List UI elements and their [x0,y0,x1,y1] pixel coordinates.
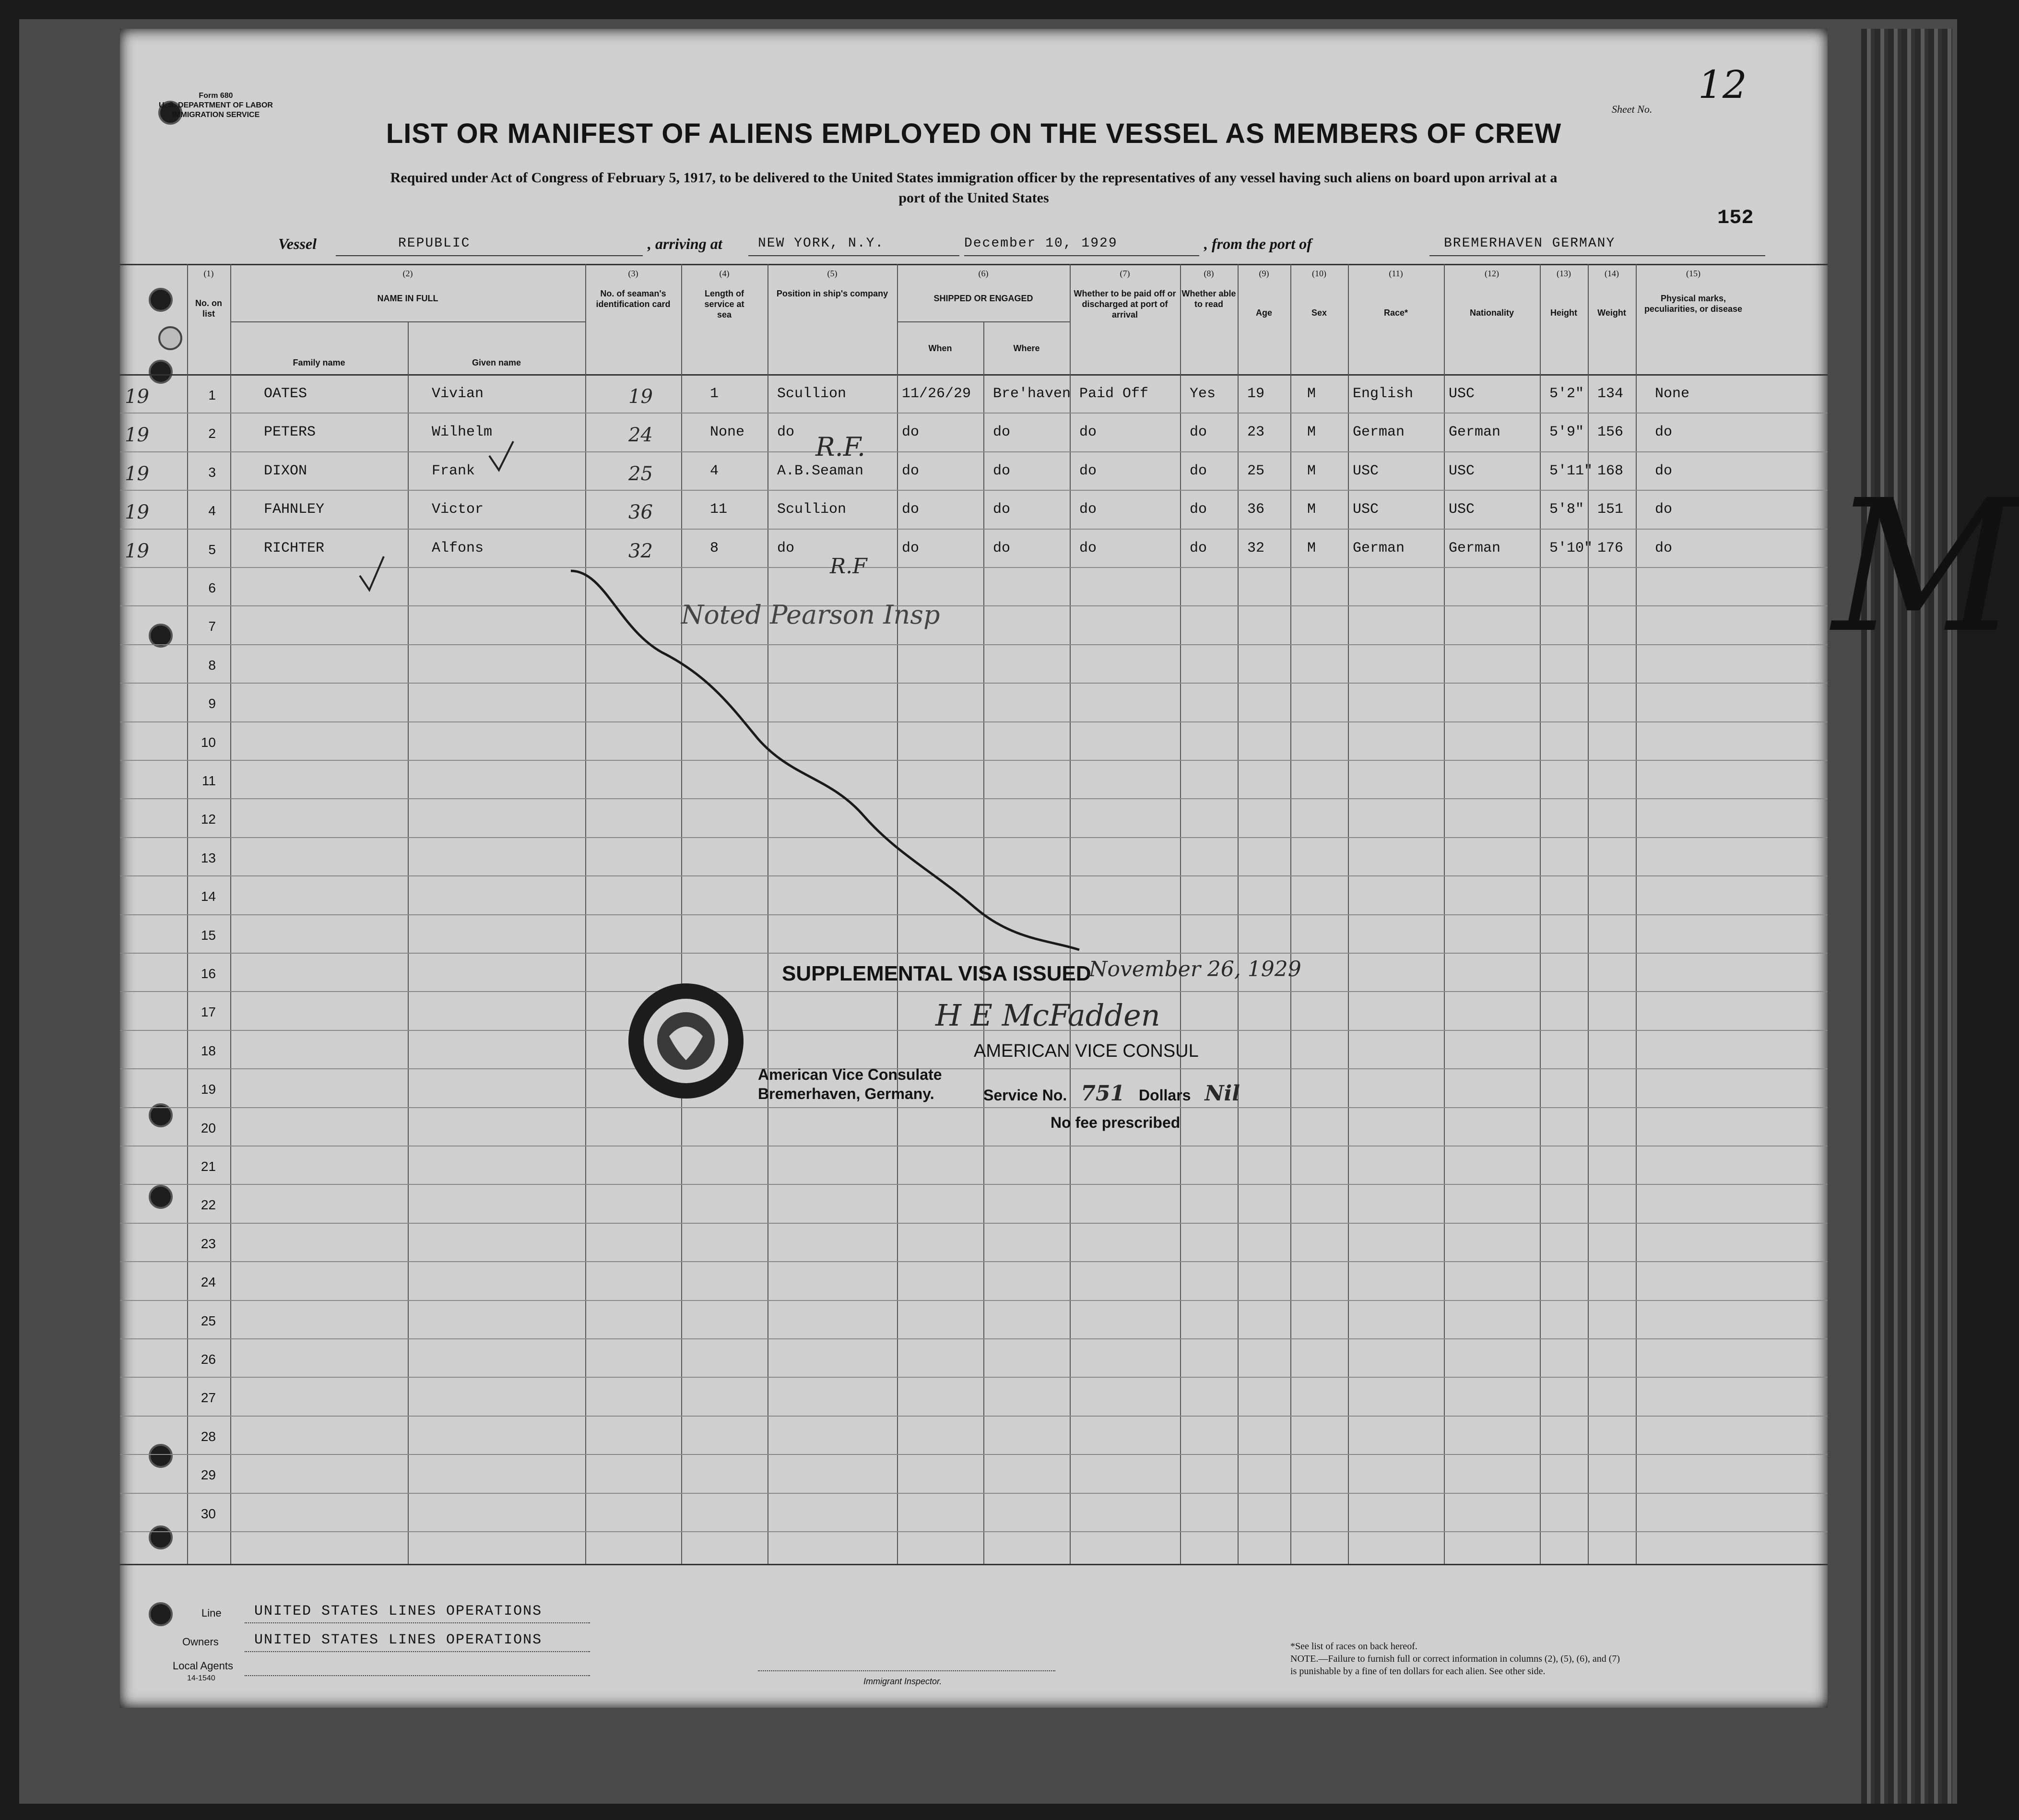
paid-off: do [1079,540,1097,556]
race: German [1353,424,1405,440]
weight: 168 [1597,463,1624,479]
service-label: Service No. [983,1087,1067,1104]
id-card-number: 19 [628,386,653,408]
family-name-header: Family name [293,358,345,367]
dollars-value: Nil [1204,1081,1240,1106]
height: 5'8" [1549,501,1584,518]
inspector-label: Immigrant Inspector. [863,1677,942,1686]
rf-annotation: R.F. [815,432,866,462]
penalty-note-line1: NOTE.—Failure to furnish full or correct information in columns (2), (5), (6), and (7) [1290,1654,1620,1664]
paid-off: do [1079,424,1097,440]
row-number: 16 [201,966,216,981]
row-number: 15 [201,928,216,943]
row-number: 19 [201,1082,216,1097]
given-name: Victor [432,501,484,518]
height: 5'2" [1549,386,1584,402]
page-title: LIST OR MANIFEST OF ALIENS EMPLOYED ON THE VESSEL AS MEMBERS OF CREW [386,118,1562,149]
race: USC [1353,501,1379,518]
where-header: Where [1013,343,1040,353]
column-number: (7) [1120,269,1130,278]
row-number: 23 [201,1236,216,1251]
service-length: 8 [710,540,719,556]
id-card-number: 24 [628,424,653,446]
nationality: USC [1449,501,1475,518]
paid-off: do [1079,463,1097,479]
physical-marks: do [1655,540,1673,556]
column-label: Weight [1597,308,1626,318]
row-number: 1 [208,388,216,402]
column-label: Physical marks, peculiarities, or disease [1644,294,1743,314]
margin-tally: 19 [125,540,149,562]
checkmark [360,556,384,590]
owners-underline [245,1650,590,1652]
vessel-name: REPUBLIC [398,236,471,251]
column-label: Length of service at sea [704,289,744,319]
column-number: (9) [1259,269,1269,278]
able-to-read: do [1190,463,1207,479]
shipped-when: do [902,540,920,556]
from-port-label: , from the port of [1204,235,1312,252]
sheet-number: 12 [1698,62,1747,107]
consulate-seal [624,979,748,1103]
margin-tally: 19 [125,424,149,446]
column-number: (1) [203,269,214,278]
shipped-where: do [993,463,1011,479]
position: do [777,424,795,440]
family-name: PETERS [264,424,316,440]
paid-off: do [1079,501,1097,518]
shipped-where: Bre'haven [993,386,1071,402]
shipped-when: do [902,501,920,518]
row-number: 10 [201,735,216,750]
column-label: Age [1255,308,1272,318]
consul-signature: H E McFadden [935,998,1160,1033]
service-stamp [983,1081,1240,1106]
row-number: 8 [208,658,216,673]
manifest-page [120,29,1828,1708]
position: Scullion [777,386,847,402]
fee-note: No fee prescribed [1051,1114,1181,1131]
column-label: SHIPPED OR ENGAGED [933,294,1033,303]
column-label: Whether able to read [1181,289,1236,309]
sex: M [1307,386,1316,402]
visa-stamp [782,962,1091,986]
column-label: Sex [1311,308,1327,318]
arriving-at: NEW YORK, N.Y. [758,236,885,251]
row-number: 6 [208,580,216,595]
age: 23 [1247,424,1265,440]
penalty-note-line2: is punishable by a fine of ten dollars for each alien. See other side. [1290,1666,1546,1677]
race: USC [1353,463,1379,479]
weight: 156 [1597,424,1624,440]
sex: M [1307,501,1316,518]
subtitle-line2: port of the United States [898,190,1049,206]
row-number: 24 [201,1275,216,1289]
id-card-number: 32 [628,540,653,562]
arriving-label: , arriving at [648,235,722,252]
service-length: 4 [710,463,719,479]
column-number: (12) [1485,269,1499,278]
column-number: (14) [1605,269,1619,278]
row-number: 14 [201,889,216,904]
checkmark [489,441,513,470]
column-number: (10) [1312,269,1326,278]
binder-spine [1861,29,1952,1804]
column-label: Nationality [1469,308,1514,318]
visa-issued-text: SUPPLEMENTAL VISA ISSUED [782,962,1091,985]
able-to-read: do [1190,501,1207,518]
column-label: Height [1550,308,1577,318]
row-number: 28 [201,1429,216,1444]
row-number: 20 [201,1121,216,1135]
reference-number: 152 [1717,206,1754,229]
weight: 151 [1597,501,1624,518]
service-number: 751 [1081,1081,1125,1106]
column-label: No. on list [195,298,222,319]
inspector-note: Noted Pearson Insp [681,600,940,630]
row-number: 4 [208,503,216,518]
column-label: No. of seaman's identification card [596,289,671,309]
department-name: U. S. DEPARTMENT OF LABOR [159,101,273,109]
physical-marks: do [1655,463,1673,479]
from-port: BREMERHAVEN GERMANY [1444,236,1616,251]
column-number: (2) [402,269,413,278]
column-label: Position in ship's company [776,289,888,298]
consulate-line1: American Vice Consulate [758,1066,942,1083]
row-number: 27 [201,1390,216,1405]
row-number: 30 [201,1506,216,1521]
vessel-label: Vessel [278,235,317,252]
family-name: RICHTER [264,540,325,556]
position: do [777,540,795,556]
column-number: (13) [1557,269,1571,278]
nationality: USC [1449,463,1475,479]
subtitle-line1: Required under Act of Congress of February 5, 1917, to be delivered to the United States immigration officer by the representatives of any vessel having such aliens on board upon arrival at a [390,170,1558,186]
consul-title: AMERICAN VICE CONSUL [974,1041,1199,1061]
id-card-number: 25 [628,463,653,485]
family-name: FAHNLEY [264,501,325,518]
line-label: Line [201,1607,222,1619]
height: 5'10" [1549,540,1593,556]
row-number: 12 [201,812,216,827]
age: 36 [1247,501,1265,518]
service-length: 1 [710,386,719,402]
row-number: 17 [201,1005,216,1019]
footer [120,1597,1828,1703]
line-value: UNITED STATES LINES OPERATIONS [254,1603,543,1619]
service-length: None [710,424,745,440]
able-to-read: Yes [1190,386,1216,402]
column-label: Race* [1383,308,1408,318]
agents-label: Local Agents [173,1660,233,1672]
age: 32 [1247,540,1265,556]
row-number: 3 [208,465,216,480]
sheet-label: Sheet No. [1612,103,1653,115]
row-number: 21 [201,1159,216,1174]
visa-date: November 26, 1929 [1089,957,1301,981]
given-name: Alfons [432,540,484,556]
service-length: 11 [710,501,728,518]
paid-off: Paid Off [1079,386,1149,402]
shipped-where: do [993,540,1011,556]
owners-value: UNITED STATES LINES OPERATIONS [254,1632,543,1648]
height: 5'11" [1549,463,1593,479]
nationality: German [1449,540,1501,556]
given-name: Vivian [432,386,484,402]
race: English [1353,386,1414,402]
column-number: (15) [1686,269,1700,278]
row-number: 22 [201,1197,216,1212]
shipped-when: do [902,424,920,440]
able-to-read: do [1190,424,1207,440]
nationality: USC [1449,386,1475,402]
height: 5'9" [1549,424,1584,440]
column-number: (6) [978,269,989,278]
line-underline [245,1621,590,1623]
position: Scullion [777,501,847,518]
rf-annotation: R.F [830,554,867,579]
column-number: (3) [628,269,638,278]
physical-marks: None [1655,386,1690,402]
arrival-date: December 10, 1929 [964,236,1118,251]
sex: M [1307,424,1316,440]
race: German [1353,540,1405,556]
row-number: 13 [201,851,216,865]
sex: M [1307,540,1316,556]
shipped-where: do [993,424,1011,440]
agents-underline [245,1674,590,1676]
weight: 176 [1597,540,1624,556]
void-line [120,29,1828,1708]
consulate-address [758,1065,942,1103]
row-number: 11 [201,773,216,788]
row-number: 9 [208,696,216,711]
row-number: 25 [201,1313,216,1328]
given-name-header: Given name [472,358,521,367]
row-number: 18 [201,1043,216,1058]
row-number: 5 [208,542,216,557]
column-number: (8) [1204,269,1214,278]
given-name: Frank [432,463,475,479]
column-number: (4) [719,269,730,278]
physical-marks: do [1655,424,1673,440]
row-number: 7 [208,619,216,634]
dollars-label: Dollars [1138,1087,1191,1104]
given-name: Wilhelm [432,424,493,440]
position: A.B.Seaman [777,463,864,479]
service-name: IMMIGRATION SERVICE [172,111,260,119]
form-code: 14-1540 [187,1674,215,1682]
shipped-where: do [993,501,1011,518]
sex: M [1307,463,1316,479]
weight: 134 [1597,386,1624,402]
family-name: OATES [264,386,307,402]
column-number: (11) [1389,269,1403,278]
consulate-line2: Bremerhaven, Germany. [758,1085,934,1102]
row-number: 26 [201,1352,216,1367]
shipped-when: do [902,463,920,479]
age: 25 [1247,463,1265,479]
race-note: *See list of races on back hereof. [1290,1641,1417,1652]
right-margin-mark: M [1832,461,2019,673]
inspector-underline [758,1669,1055,1671]
physical-marks: do [1655,501,1673,518]
shipped-when: 11/26/29 [902,386,971,402]
row-number: 2 [208,426,216,441]
column-number: (5) [827,269,838,278]
family-name: DIXON [264,463,307,479]
age: 19 [1247,386,1265,402]
when-header: When [928,343,952,353]
owners-label: Owners [182,1636,219,1648]
form-number: Form 680 [199,92,233,100]
margin-tally: 19 [125,386,149,408]
column-label: Whether to be paid off or discharged at port of arrival [1074,289,1176,319]
margin-tally: 19 [125,501,149,523]
nationality: German [1449,424,1501,440]
margin-tally: 19 [125,463,149,485]
able-to-read: do [1190,540,1207,556]
row-number: 29 [201,1467,216,1482]
id-card-number: 36 [628,501,653,523]
column-label: NAME IN FULL [377,294,438,303]
